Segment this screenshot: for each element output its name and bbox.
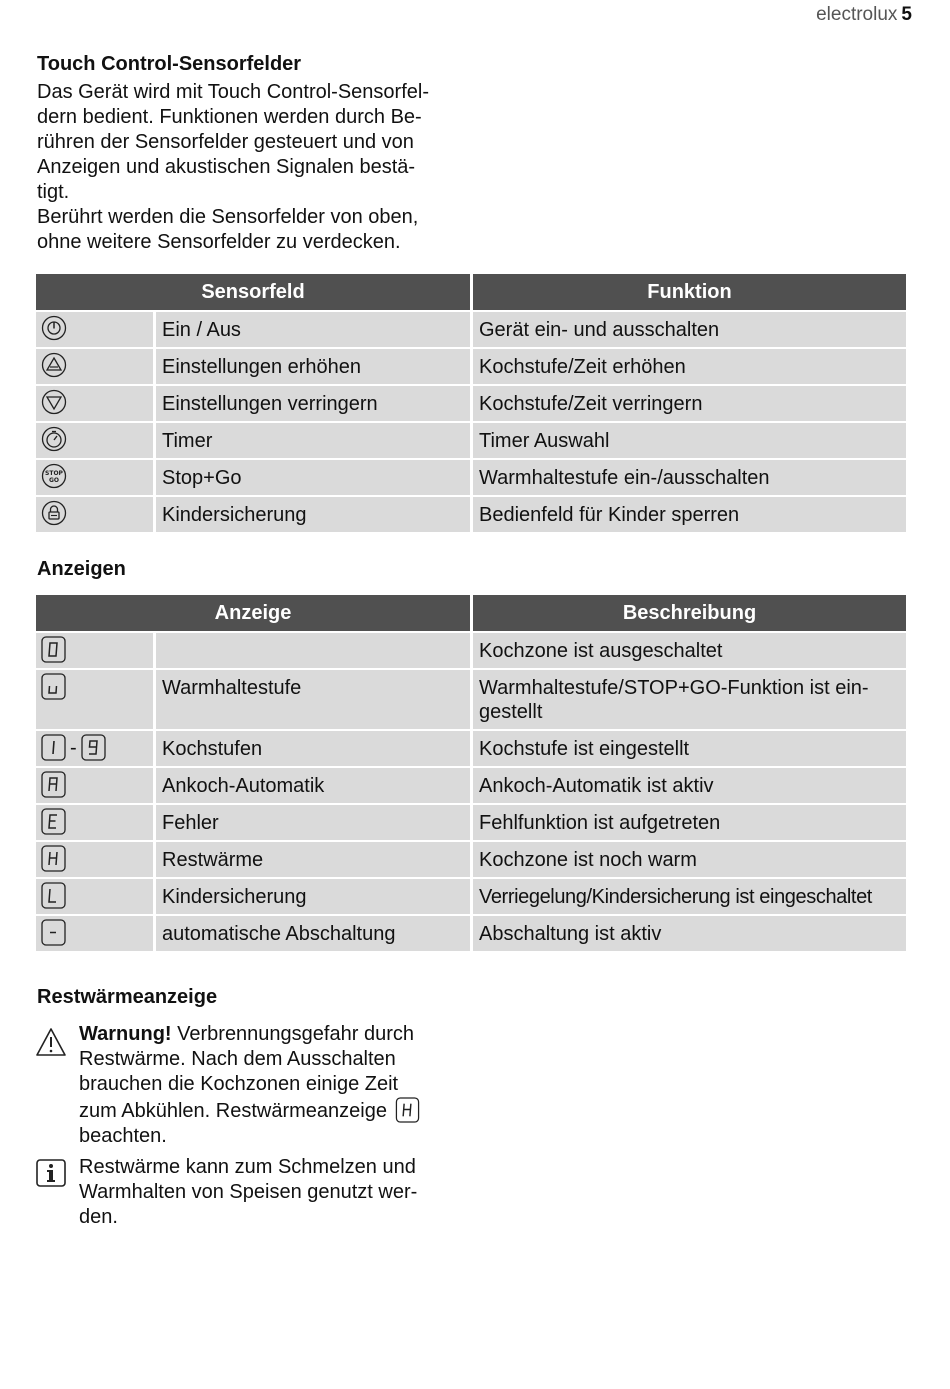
display-description: Kochzone ist ausgeschaltet — [473, 633, 906, 668]
note-line: brauchen die Kochzonen einige Zeit — [79, 1073, 399, 1095]
sensor-function: Kochstufe/Zeit erhöhen — [473, 349, 906, 384]
table-row — [36, 497, 906, 532]
sensor-function: Timer Auswahl — [473, 423, 906, 458]
display-name: Kindersicherung — [156, 879, 470, 914]
display-description: Abschaltung ist aktiv — [473, 916, 906, 951]
sensor-name: Kindersicherung — [156, 497, 470, 532]
table-row — [36, 312, 906, 347]
sensor-function: Bedienfeld für Kinder sperren — [473, 497, 906, 532]
sensor-name: Einstellungen erhöhen — [156, 349, 470, 384]
page-header — [816, 4, 912, 26]
paragraph-line: tigt. — [37, 181, 70, 203]
keep-warm-u-icon — [41, 673, 66, 700]
display-name: Restwärme — [156, 842, 470, 877]
touch-control-paragraph — [37, 80, 477, 255]
column-header-sensorfeld: Sensorfeld — [36, 274, 470, 310]
sensor-name: Timer — [156, 423, 470, 458]
stop-go-icon — [41, 463, 67, 489]
info-icon — [35, 1158, 67, 1188]
svg-text:STOP: STOP — [45, 470, 63, 477]
lock-icon — [41, 500, 67, 526]
brand-name: electrolux — [816, 4, 898, 25]
table-row — [36, 460, 906, 495]
note-line: zum Abkühlen. Restwärmeanzeige — [79, 1100, 387, 1122]
sensor-name: Einstellungen verringern — [156, 386, 470, 421]
description-line: gestellt — [479, 701, 543, 723]
table-row — [36, 842, 906, 877]
display-name — [156, 633, 470, 668]
section-title-restwaerme: Restwärmeanzeige — [37, 986, 218, 1008]
letter-e-icon — [41, 808, 66, 835]
table-row — [36, 423, 906, 458]
note-line: beachten. — [79, 1125, 167, 1147]
sensor-name: Stop+Go — [156, 460, 470, 495]
table-row — [36, 731, 906, 766]
power-icon — [41, 315, 67, 341]
section-title-anzeigen: Anzeigen — [37, 558, 126, 580]
digit-0-icon — [41, 636, 66, 663]
column-header-anzeige: Anzeige — [36, 595, 470, 631]
paragraph-line: dern bedient. Funktionen werden durch Be- — [37, 106, 422, 128]
table-row — [36, 670, 906, 729]
page-number: 5 — [901, 4, 912, 25]
letter-l-icon — [41, 882, 66, 909]
letter-h-icon — [41, 845, 66, 872]
paragraph-line: Das Gerät wird mit Touch Control-Sensorfel- — [37, 81, 429, 103]
letter-a-icon — [41, 771, 66, 798]
display-name: Warmhaltestufe — [156, 670, 470, 729]
display-name: Kochstufen — [156, 731, 470, 766]
sensor-name: Ein / Aus — [156, 312, 470, 347]
column-header-funktion: Funktion — [473, 274, 906, 310]
display-name: Fehler — [156, 805, 470, 840]
table-row — [36, 768, 906, 803]
increase-icon — [41, 352, 67, 378]
note-line: Warmhalten von Speisen genutzt wer- — [79, 1181, 418, 1203]
sensor-field-table — [33, 272, 909, 534]
svg-text:GO: GO — [48, 477, 60, 484]
note-line: den. — [79, 1206, 118, 1228]
decrease-icon — [41, 389, 67, 415]
digit-1-icon — [41, 734, 66, 761]
column-header-beschreibung: Beschreibung — [473, 595, 906, 631]
info-note — [79, 1155, 459, 1230]
paragraph-line: Anzeigen und akustischen Signalen bestä- — [37, 156, 416, 178]
paragraph-line: Berührt werden die Sensorfelder von oben, — [37, 206, 419, 228]
note-line: Restwärme. Nach dem Ausschalten — [79, 1048, 396, 1070]
paragraph-line: ohne weitere Sensorfelder zu verdecken. — [37, 231, 401, 253]
table-row — [36, 916, 906, 951]
section-title-touch-control: Touch Control-Sensorfelder — [37, 53, 302, 75]
note-line: Verbrennungsgefahr durch — [171, 1023, 414, 1045]
sensor-function: Warmhaltestufe ein-/ausschalten — [473, 460, 906, 495]
minus-icon — [41, 919, 66, 946]
range-separator: - — [70, 736, 77, 759]
table-row — [36, 633, 906, 668]
display-description: Kochstufe ist eingestellt — [473, 731, 906, 766]
description-line: Warmhaltestufe/STOP+GO-Funktion ist ein- — [479, 677, 869, 699]
display-table — [33, 593, 909, 953]
sensor-function: Gerät ein- und ausschalten — [473, 312, 906, 347]
display-name: automatische Abschaltung — [156, 916, 470, 951]
paragraph-line: rühren der Sensorfelder gesteuert und von — [37, 131, 414, 153]
display-description: Verriegelung/Kindersicherung ist eingeschaltet — [473, 879, 906, 914]
display-description: Ankoch-Automatik ist aktiv — [473, 768, 906, 803]
digit-9-icon — [81, 734, 106, 761]
warning-note — [79, 1022, 459, 1149]
note-line: Restwärme kann zum Schmelzen und — [79, 1156, 416, 1178]
display-description: Kochzone ist noch warm — [473, 842, 906, 877]
warning-icon — [35, 1027, 67, 1057]
sensor-function: Kochstufe/Zeit verringern — [473, 386, 906, 421]
table-row — [36, 879, 906, 914]
table-row — [36, 386, 906, 421]
warning-label: Warnung! — [79, 1023, 172, 1045]
letter-h-icon — [395, 1097, 420, 1123]
digit-1-9-icon — [41, 734, 106, 761]
display-name: Ankoch-Automatik — [156, 768, 470, 803]
display-description — [473, 670, 906, 729]
table-row — [36, 349, 906, 384]
timer-icon — [41, 426, 67, 452]
display-description: Fehlfunktion ist aufgetreten — [473, 805, 906, 840]
table-row — [36, 805, 906, 840]
